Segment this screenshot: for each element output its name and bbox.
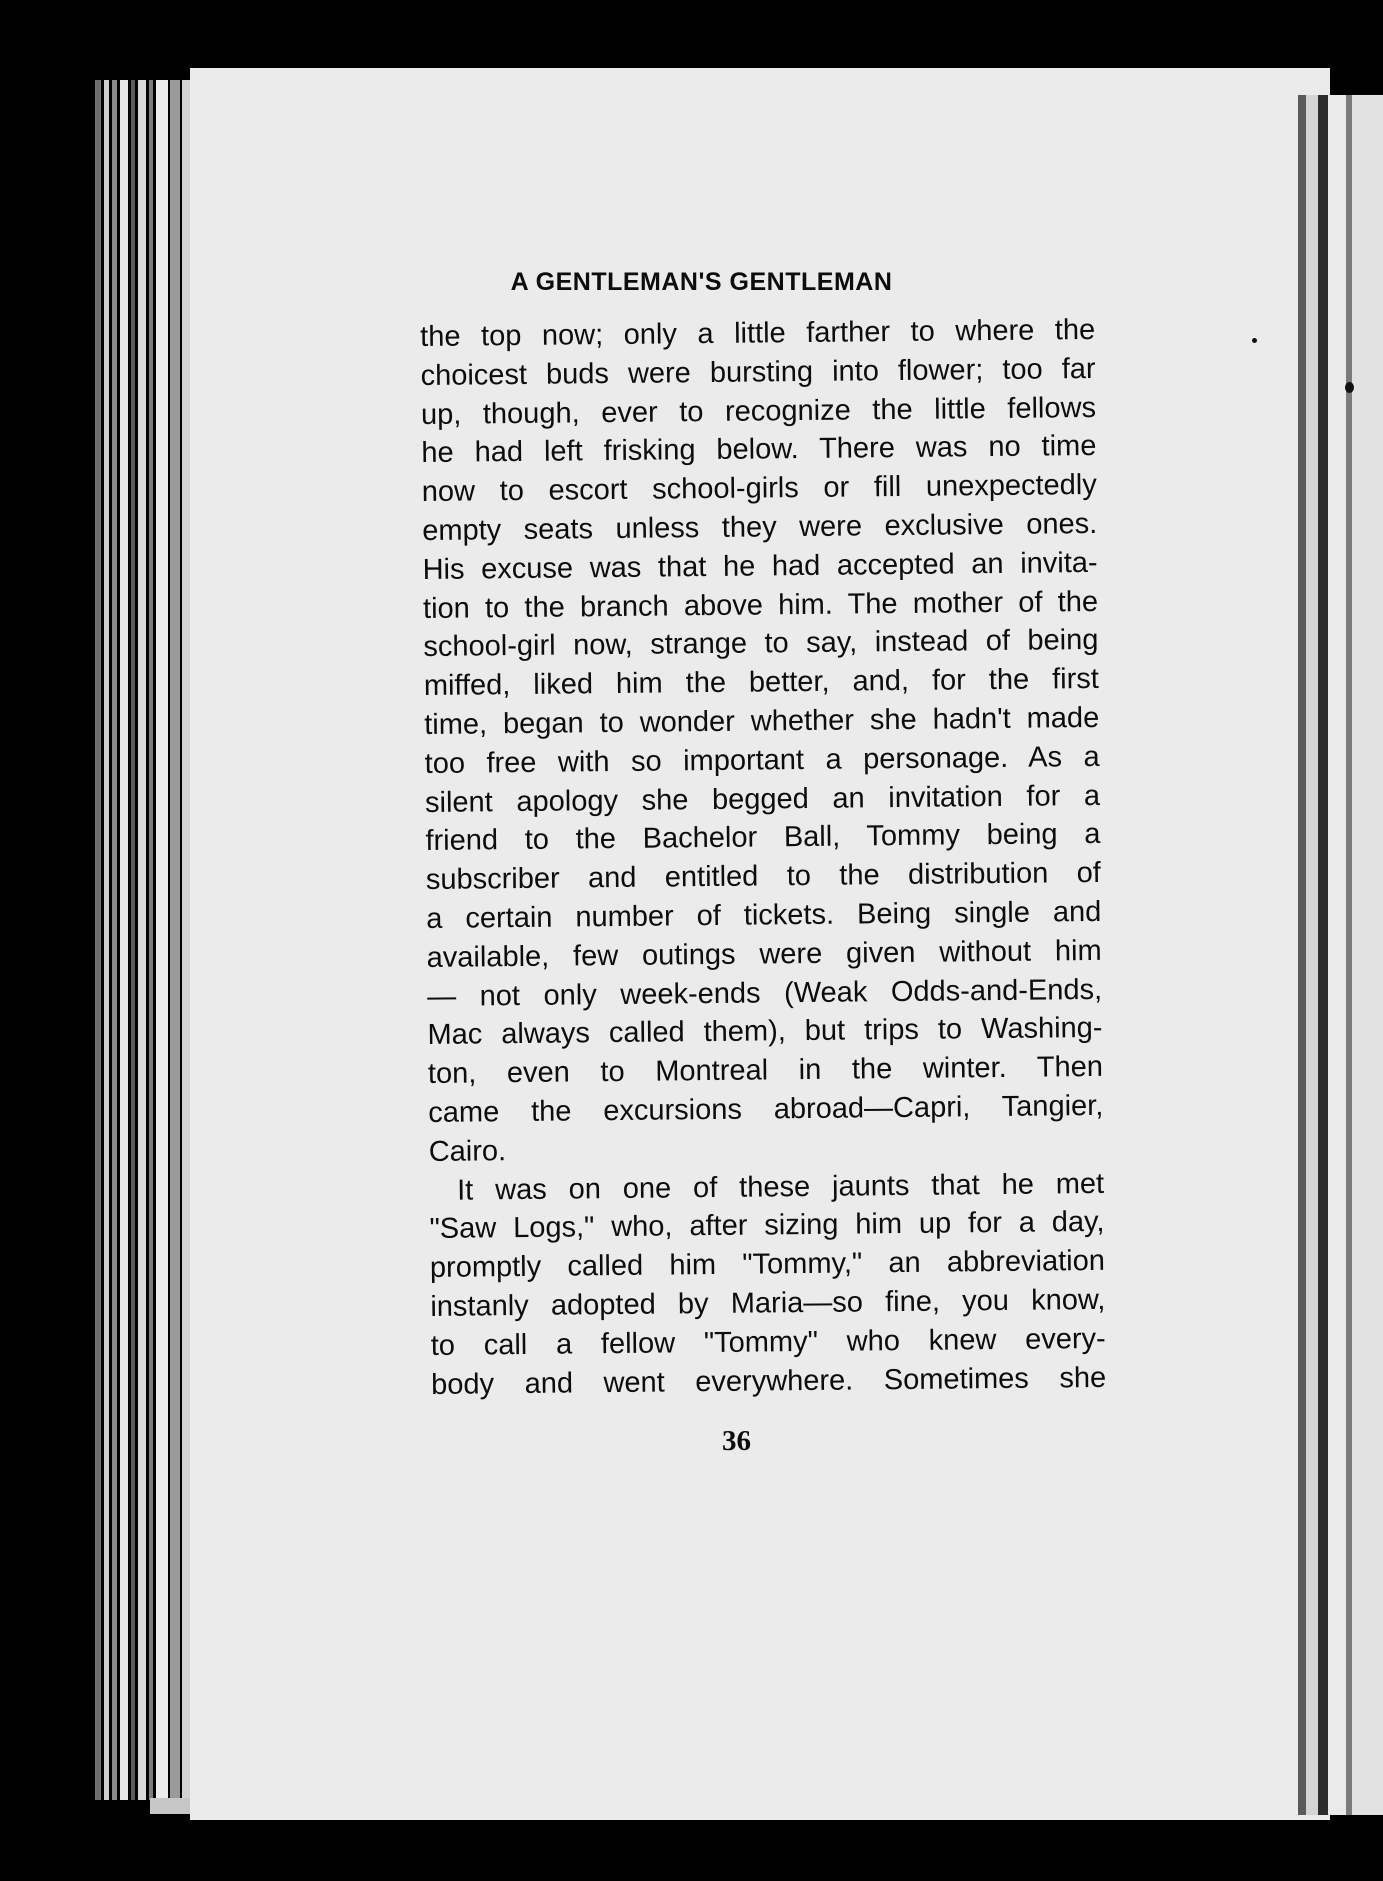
text-line: — not only week-ends (Weak Odds-and-Ends,	[426, 973, 1103, 1013]
facing-page-edge	[1318, 95, 1328, 1815]
text-line: time, began to wonder whether she hadn't made	[424, 701, 1100, 741]
text-line: "Saw Logs," who, after sizing him up for a day,	[429, 1206, 1105, 1246]
facing-page-edge	[1298, 95, 1306, 1815]
text-line: came the excursions abroad—Capri, Tangier,	[428, 1089, 1104, 1129]
text-line: the top now; only a little farther to where the	[420, 313, 1096, 353]
text-line: he had left frisking below. There was no time	[421, 430, 1097, 470]
text-line: body and went everywhere. Sometimes she	[431, 1361, 1107, 1401]
facing-page-edge	[1306, 95, 1318, 1815]
page-edge	[170, 80, 180, 1800]
page-edge	[112, 80, 117, 1800]
text-line: Cairo.	[428, 1134, 507, 1168]
text-line: silent apology she begged an invitation for a	[424, 779, 1101, 819]
text-line: choicest buds were bursting into flower; too far	[420, 352, 1096, 392]
text-line: tion to the branch above him. The mother of the	[422, 585, 1099, 625]
page-edge	[104, 80, 109, 1800]
scan-speck	[1252, 338, 1257, 343]
text-line: too free with so important a personage. As a	[424, 740, 1100, 780]
scan-speck	[1345, 382, 1354, 393]
text-line: miffed, liked him the better, and, for the first	[423, 663, 1099, 703]
running-head: A GENTLEMAN'S GENTLEMAN	[510, 268, 893, 296]
text-line: promptly called him "Tommy," an abbreviation	[429, 1245, 1106, 1285]
body-text	[420, 311, 1106, 1404]
text-line: subscriber and entitled to the distribution of	[425, 857, 1102, 897]
page-edge	[138, 80, 146, 1800]
text-line: ton, even to Montreal in the winter. Then	[427, 1051, 1104, 1091]
text-line: His excuse was that he had accepted an invita-	[422, 546, 1098, 586]
page-edge	[149, 80, 153, 1800]
page-edge	[156, 80, 168, 1800]
text-line: school-girl now, strange to say, instead of being	[423, 624, 1099, 664]
page-edge	[120, 80, 128, 1800]
page-edge	[95, 80, 101, 1800]
text-line: empty seats unless they were exclusive ones.	[422, 507, 1098, 547]
page-number: 36	[722, 1425, 751, 1457]
text-line: now to escort school-girls or fill unexpectedly	[421, 469, 1097, 509]
text-line: Mac always called them), but trips to Washing-	[427, 1012, 1103, 1052]
text-line: available, few outings were given without him	[426, 934, 1102, 974]
facing-page-edge	[1352, 95, 1383, 1815]
text-line: to call a fellow "Tommy" who knew every-	[430, 1322, 1106, 1362]
text-line: a certain number of tickets. Being single and	[426, 895, 1102, 935]
page-edge	[131, 80, 135, 1800]
text-line: instanly adopted by Maria—so fine, you know,	[430, 1283, 1106, 1323]
paragraph-first-line: It was on one of these jaunts that he met	[456, 1167, 1105, 1207]
text-line: up, though, ever to recognize the little fellows	[420, 391, 1097, 431]
facing-page-edge	[1328, 95, 1346, 1815]
text-line: friend to the Bachelor Ball, Tommy being a	[425, 818, 1101, 858]
